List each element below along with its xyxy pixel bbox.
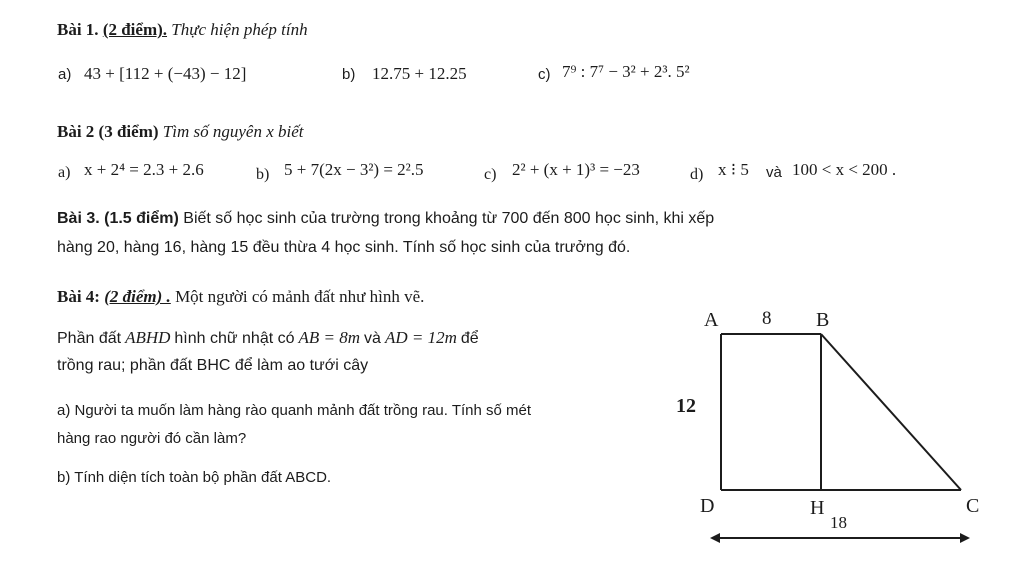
bai2-b-expression: 5 + 7(2x − 3²) = 2².5 <box>284 160 424 179</box>
bai4-title: Bài 4: <box>57 287 100 306</box>
bai4-points: (2 điểm) . <box>104 287 171 306</box>
bai4-paragraph-line1 <box>57 328 479 348</box>
bottom-length-label: 18 <box>830 513 847 532</box>
bai4-p1-va: và <box>364 330 381 347</box>
bai4-question-a-line2: hàng rao người đó cần làm? <box>57 430 247 447</box>
bai2-d-label: d) <box>690 166 704 183</box>
bai2-d-range: 100 < x < 200 . <box>792 160 897 179</box>
bai4-question-b: b) Tính diện tích toàn bộ phần đất ABCD. <box>57 469 332 486</box>
bai4-p1-b: hình chữ nhật có <box>174 330 295 347</box>
bai2-title: Bài 2 (3 điểm) <box>57 122 159 141</box>
side-BC <box>821 334 961 490</box>
bai2-heading <box>57 122 303 142</box>
arrow-right-icon <box>960 533 970 543</box>
bai1-a-expression: 43 + [112 + (−43) − 12] <box>84 64 247 83</box>
bai1-heading <box>57 20 308 40</box>
bai2-c-expression: 2² + (x + 1)³ = −23 <box>512 160 640 179</box>
bai4-p1-a: Phần đất <box>57 330 122 347</box>
bai1-title: Bài 1. <box>57 20 99 39</box>
bai4-heading <box>57 287 424 307</box>
bai3-line1 <box>57 210 714 228</box>
bai4-question-a-line1: a) Người ta muốn làm hàng rào quanh mảnh đất trồng rau. Tính số mét <box>57 402 532 419</box>
bai4-p1-ad: AD = 12m <box>384 328 457 347</box>
bai1-a-label: a) <box>58 66 72 83</box>
bai2-d-expression: x ⁝ 5 <box>718 160 749 179</box>
vertex-B-label: B <box>816 309 830 331</box>
bai1-c-label: c) <box>538 66 551 83</box>
bai2-instruction: Tìm số nguyên x biết <box>162 122 304 141</box>
bai2-c-label: c) <box>484 166 497 183</box>
bai1-points: (2 điểm). <box>102 20 168 39</box>
bai1-c-expression: 7⁹ : 7⁷ − 3² + 2³. 5² <box>562 62 690 81</box>
top-length-label: 8 <box>762 308 772 329</box>
bai3-title: Bài 3. (1.5 điểm) <box>57 210 179 227</box>
vertex-A-label: A <box>704 309 719 331</box>
bai4-intro: Một người có mảnh đất như hình vẽ. <box>175 287 425 306</box>
bai4-p1-de: để <box>460 330 479 347</box>
bai1-instruction: Thực hiện phép tính <box>171 20 308 39</box>
bai4-p1-ab: AB = 8m <box>298 328 361 347</box>
bai4-paragraph-line2: trồng rau; phần đất BHC để làm ao tưới cây <box>57 357 369 374</box>
bai3-text-line1: Biết số học sinh của trường trong khoảng từ 700 đến 800 học sinh, khi xếp <box>183 210 715 227</box>
bai2-a-expression: x + 2⁴ = 2.3 + 2.6 <box>84 160 204 179</box>
vertex-D-label: D <box>700 495 715 517</box>
bai3-text-line2: hàng 20, hàng 16, hàng 15 đều thừa 4 học sinh. Tính số học sinh của trưởng đó. <box>57 239 631 256</box>
bai2-a-label: a) <box>58 164 71 181</box>
vertex-C-label: C <box>966 495 980 517</box>
vertex-H-label: H <box>810 497 825 519</box>
trapezoid-figure <box>660 300 1000 550</box>
bai2-b-label: b) <box>256 166 270 183</box>
left-length-label: 12 <box>676 395 696 417</box>
bai1-b-expression: 12.75 + 12.25 <box>372 64 467 83</box>
arrow-left-icon <box>710 533 720 543</box>
bai1-b-label: b) <box>342 66 356 83</box>
bai4-p1-abhd: ABHD <box>125 328 171 347</box>
bai2-d-connector: và <box>766 164 782 181</box>
